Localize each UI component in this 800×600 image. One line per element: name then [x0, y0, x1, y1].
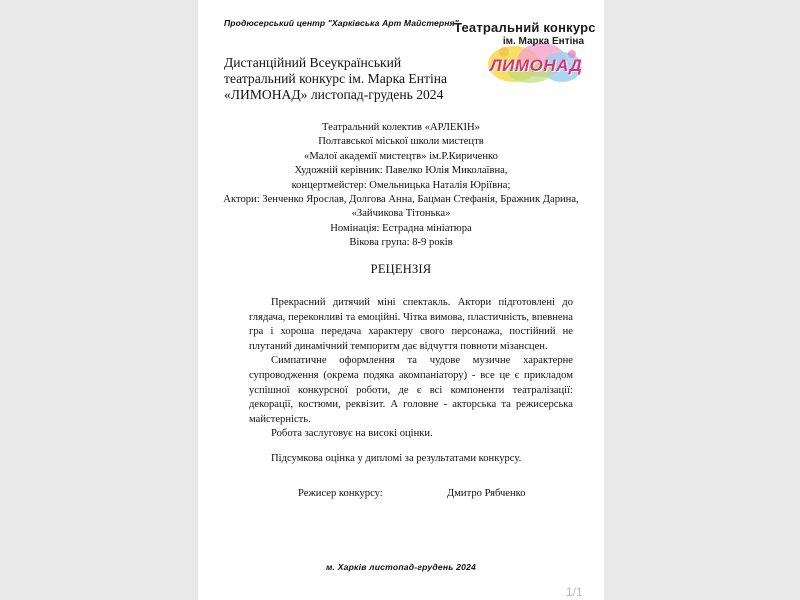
footer-place-date: м. Харків листопад-грудень 2024: [325, 562, 477, 572]
final-score-note: Підсумкова оцінка у дипломі за результатами конкурсу.: [271, 452, 522, 464]
contest-title-line: Дистанційний Всеукраїнський: [224, 55, 402, 70]
info-line: «Малої академії мистецтв» ім.Р.Кириченко: [304, 150, 498, 162]
review-body: [249, 296, 573, 467]
contest-logo: [454, 16, 598, 86]
contest-title-line: «ЛИМОНАД» листопад-грудень 2024: [224, 87, 444, 103]
logo-subtitle: ім. Марка Ентіна: [502, 36, 584, 47]
logo-wordmark: ЛИМОНАД: [490, 56, 583, 75]
info-line: Вікова група: 8-9 років: [349, 237, 453, 249]
logo-title: Театральний конкурс: [454, 20, 596, 35]
info-line: Художній керівник: Павелко Юлія Миколаївна,: [294, 165, 508, 177]
review-paragraph: Прекрасний дитячий міні спектакль. Актори підготовлені до глядача, переконливі та емоційні. Чітка вимова, пластичність, впевнена гра і хороша передача характеру свого персонажа, постійний не плутаний динамічний темпоритм дає відчуття повноти мізансцен.: [249, 297, 573, 352]
contest-title-line: театральний конкурс ім. Марка Ентіна: [224, 71, 448, 87]
review-heading: РЕЦЕНЗІЯ: [370, 262, 432, 276]
contest-title: [224, 55, 448, 104]
info-line: Актори: Зенченко Ярослав, Долгова Анна, Бацман Стефанія, Бражник Дарина,: [223, 194, 579, 206]
document-page: [198, 0, 604, 600]
director-role: Режисер конкурсу:: [298, 488, 383, 499]
producer-name: Продюсерський центр "Харківська Арт Майстерня": [224, 18, 459, 28]
info-line: Театральний колектив «АРЛЕКІН»: [322, 122, 480, 133]
participant-info: [198, 121, 604, 251]
page-counter: 1/1: [566, 585, 583, 599]
info-line: концертмейстер: Омельницька Наталія Юріївна;: [291, 179, 511, 191]
info-line: «Зайчикова Тітонька»: [351, 208, 451, 220]
info-line: Номінація: Естрадна мініатюра: [330, 222, 472, 234]
director-name: Дмитро Рябченко: [447, 488, 526, 499]
info-line: Полтавської міської школи мистецтв: [318, 136, 484, 148]
review-paragraph: Робота заслуговує на високі оцінки.: [271, 428, 433, 440]
review-paragraph: Симпатичне оформлення та чудове музичне характерне супроводження (окрема подяка акомпаніатору) - все це є прикладом успішної конкурсної роботи, де є всі компоненти театралізації: декорації, костюми, реквізит. А головне - акторська та режисерська майстерність.: [249, 355, 573, 425]
